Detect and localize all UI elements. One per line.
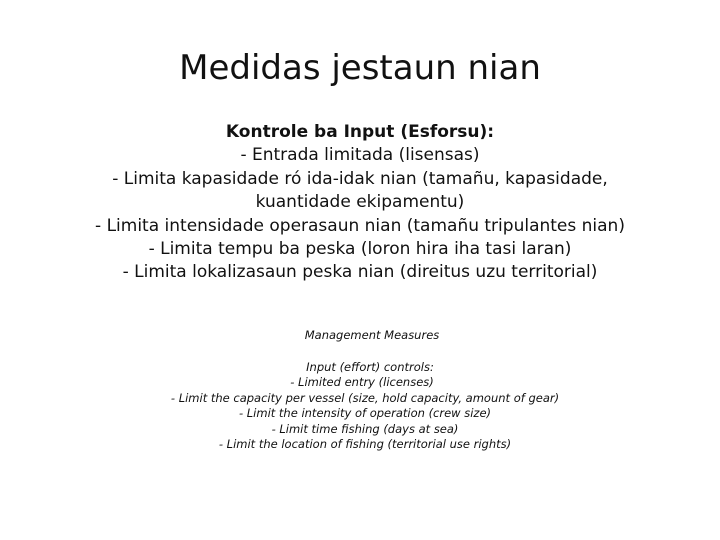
tetum-item-capacity: - Limita kapasidade ró ida-idak nian (tamañu, kapasidade, bbox=[112, 168, 608, 189]
tetum-item-intensity: - Limita intensidade operasaun nian (tamañu tripulantes nian) bbox=[95, 215, 625, 236]
english-item-time: - Limit time fishing (days at sea) bbox=[271, 421, 459, 436]
english-title: Management Measures bbox=[304, 328, 440, 342]
tetum-heading: Kontrole ba Input (Esforsu): bbox=[225, 122, 495, 142]
english-measures-block bbox=[0, 328, 720, 453]
english-heading: Input (effort) controls: bbox=[306, 359, 434, 374]
english-item-entry: - Limited entry (licenses) bbox=[290, 375, 434, 389]
tetum-item-location: - Limita lokalizasaun peska nian (direitus uzu territorial) bbox=[122, 262, 598, 283]
tetum-item-time: - Limita tempu ba peska (loron hira iha tasi laran) bbox=[148, 239, 572, 260]
english-item-capacity: - Limit the capacity per vessel (size, hold capacity, amount of gear) bbox=[170, 390, 560, 405]
tetum-item-entry: - Entrada limitada (lisensas) bbox=[240, 145, 480, 166]
english-item-intensity: - Limit the intensity of operation (crew size) bbox=[238, 406, 492, 420]
slide-title: Medidas jestaun nian bbox=[179, 48, 541, 88]
tetum-measures-block bbox=[0, 121, 720, 285]
english-item-location: - Limit the location of fishing (territorial use rights) bbox=[218, 437, 512, 451]
tetum-item-capacity-cont: kuantidade ekipamentu) bbox=[255, 192, 465, 213]
